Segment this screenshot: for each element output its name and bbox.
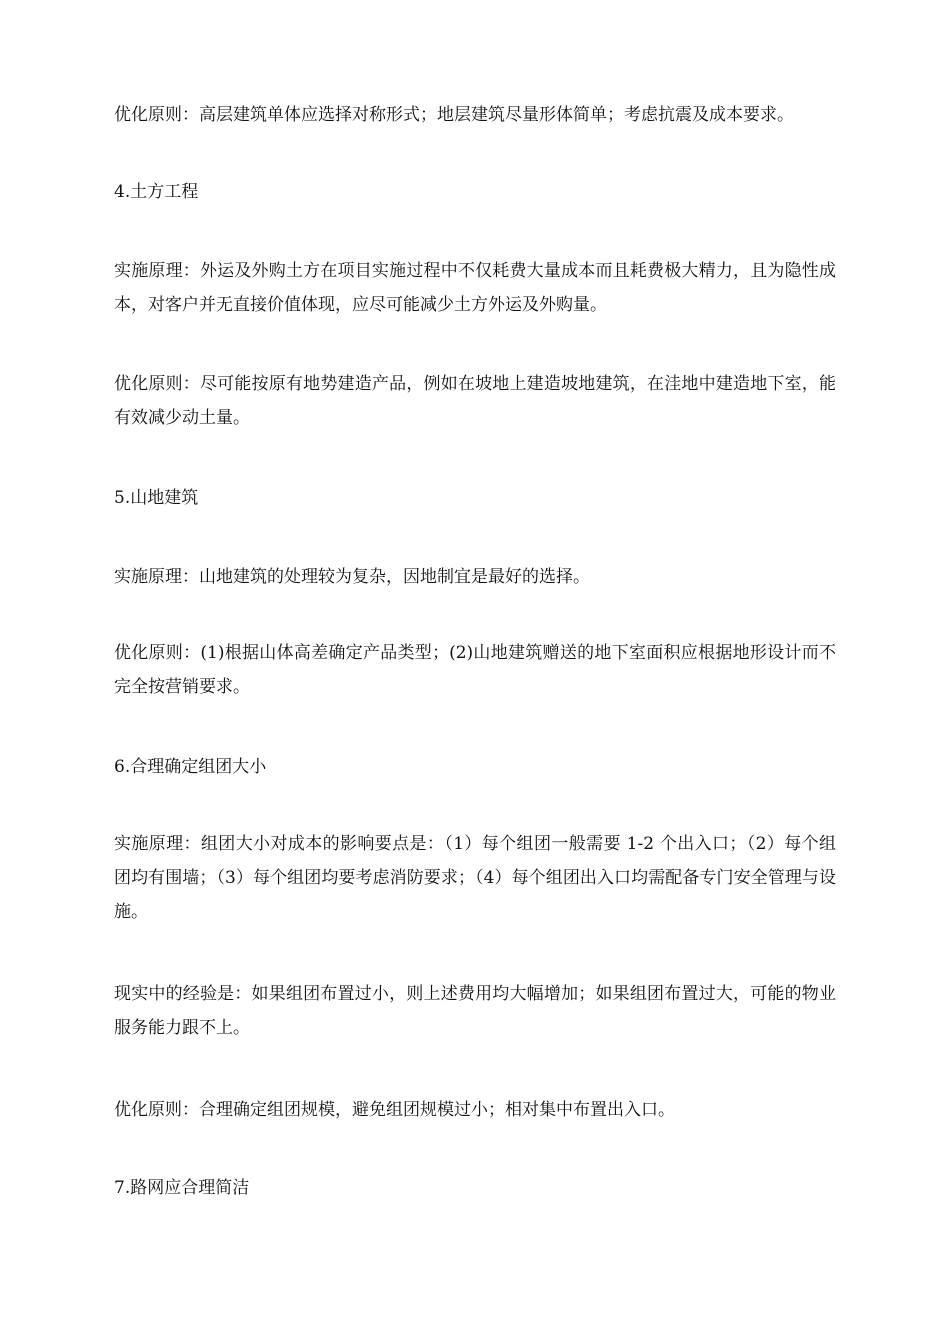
implementation-principle-paragraph: 实施原理：山地建筑的处理较为复杂，因地制宜是最好的选择。 [114, 567, 590, 587]
section-heading-earthwork: 4.土方工程 [114, 182, 199, 202]
implementation-principle-paragraph: 实施原理：外运及外购土方在项目实施过程中不仅耗费大量成本而且耗费极大精力，且为隐性成本，对客户并无直接价值体现，应尽可能减少土方外运及外购量。 [114, 261, 836, 315]
section-heading-road-network: 7.路网应合理简洁 [114, 1178, 250, 1198]
optimization-principle-paragraph: 优化原则：尽可能按原有地势建造产品，例如在坡地上建造坡地建筑，在洼地中建造地下室，能有效减少动土量。 [114, 374, 836, 428]
optimization-principle-paragraph: 优化原则：合理确定组团规模，避免组团规模过小；相对集中布置出入口。 [114, 1100, 675, 1120]
optimization-principle-paragraph: 优化原则：(1)根据山体高差确定产品类型；(2)山地建筑赠送的地下室面积应根据地形设计而不完全按营销要求。 [114, 643, 836, 697]
optimization-principle-paragraph: 优化原则：高层建筑单体应选择对称形式；地层建筑尽量形体简单；考虑抗震及成本要求。 [114, 105, 794, 125]
section-heading-mountain-building: 5.山地建筑 [114, 488, 199, 508]
section-heading-cluster-size: 6.合理确定组团大小 [114, 757, 267, 777]
practical-experience-paragraph: 现实中的经验是：如果组团布置过小，则上述费用均大幅增加；如果组团布置过大，可能的物业服务能力跟不上。 [114, 984, 836, 1038]
implementation-principle-paragraph: 实施原理：组团大小对成本的影响要点是：（1）每个组团一般需要 1-2 个出入口；（2）每个组团均有围墙；（3）每个组团均要考虑消防要求；（4）每个组团出入口均需配备专门安全管理与设施。 [114, 834, 836, 922]
